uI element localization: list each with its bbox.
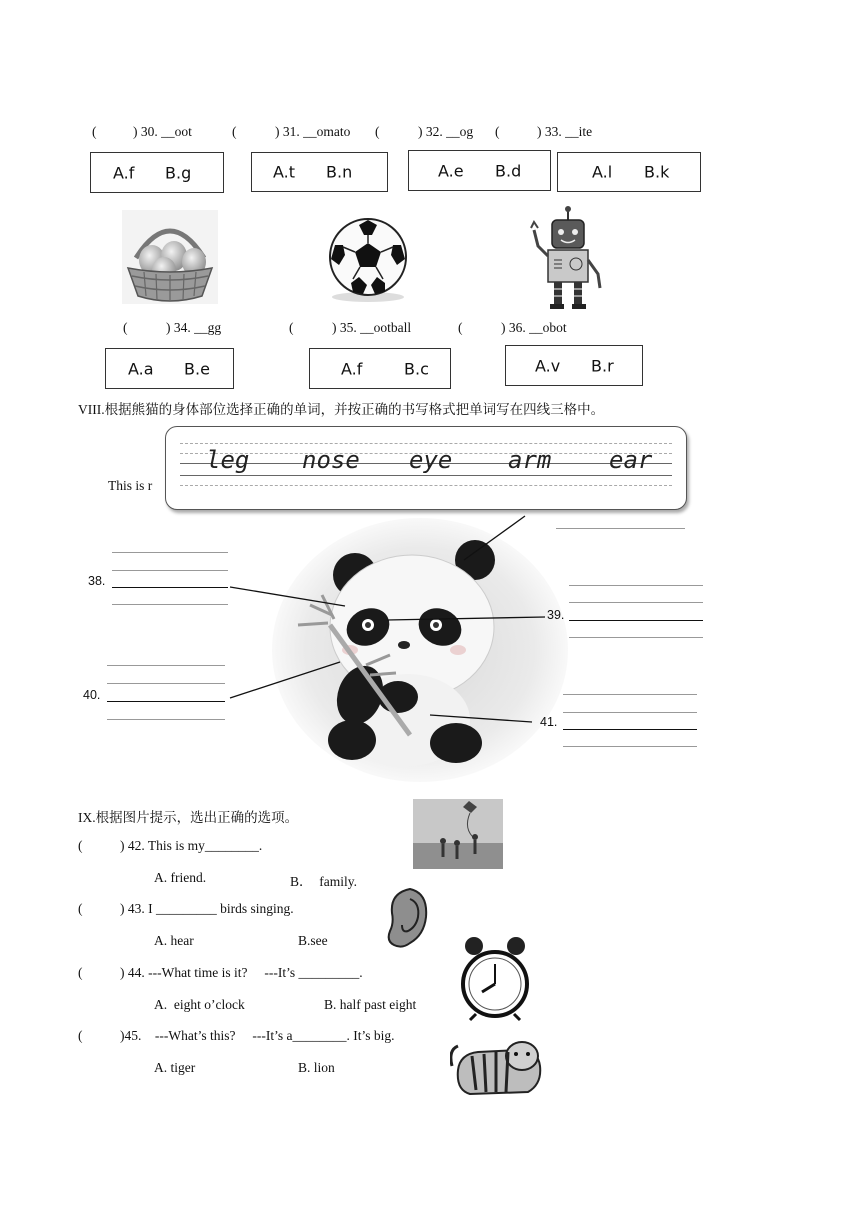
writing-line[interactable] [563,746,697,747]
this-is-text: This is r [108,478,153,493]
paren: ( [78,838,83,853]
paren: ( [375,124,380,139]
q42-option-b[interactable]: B． family. [290,874,357,889]
alarm-clock-image [460,934,530,1022]
option-b[interactable]: B.g [165,163,192,182]
option-a[interactable]: A.f [113,163,135,182]
q42-option-a[interactable]: A. friend. [154,870,207,885]
q43-option-b[interactable]: B.see [298,933,328,948]
writing-line-39[interactable] [569,620,703,621]
option-a[interactable]: A.l [592,162,613,182]
paren: ( [232,124,237,139]
writing-line-38[interactable] [112,587,228,588]
paren: ( [123,320,128,335]
q44-option-a[interactable]: A. eight o’clock [154,997,245,1012]
section-9-title: IX.根据图片提示，选出正确的选项。 [78,810,299,825]
writing-line[interactable] [112,570,228,571]
question-43-stem: ) 43. I _________ birds singing. [120,901,294,916]
label-38: 38. [88,574,106,588]
option-b[interactable]: B.e [184,359,210,378]
question-text: ) 31. __omato [275,124,351,139]
writing-line[interactable] [112,604,228,605]
word-nose: nose [302,446,360,474]
label-40: 40. [83,688,101,702]
question-text: ) 35. __ootball [332,320,412,335]
option-a[interactable]: A.a [128,359,154,378]
question-45-stem: )45. ---What’s this? ---It’s a________. It’s big. [120,1028,395,1043]
writing-line-40[interactable] [107,701,225,702]
option-b[interactable]: B.c [404,359,429,378]
q44-option-b[interactable]: B. half past eight [324,997,417,1012]
paren: ( [289,320,294,335]
writing-line[interactable] [569,585,703,586]
paren: ( [92,124,97,139]
writing-line[interactable] [556,528,685,529]
q43-option-a[interactable]: A. hear [154,933,194,948]
question-text: ) 34. __gg [166,320,222,335]
family-kite-image [413,799,503,869]
writing-line[interactable] [563,694,697,695]
option-b[interactable]: B.r [591,356,614,375]
paren: ( [458,320,463,335]
question-text: ) 36. __obot [501,320,567,335]
word-leg: leg [206,446,250,474]
writing-line[interactable] [107,665,225,666]
writing-line[interactable] [107,683,225,684]
writing-line[interactable] [112,552,228,553]
label-41: 41. [540,715,558,729]
tiger-image [450,1036,546,1100]
word-eye: eye [409,446,453,474]
paren: ( [78,965,83,980]
option-b[interactable]: B.k [644,162,670,182]
option-a[interactable]: A.e [438,161,464,180]
option-a[interactable]: A.t [273,162,296,182]
option-a[interactable]: A.f [341,359,363,378]
option-b[interactable]: B.d [495,161,522,180]
paren: ( [78,1028,83,1043]
q45-option-a[interactable]: A. tiger [154,1060,196,1075]
option-a[interactable]: A.v [535,356,561,375]
writing-line[interactable] [107,719,225,720]
writing-line[interactable] [563,712,697,713]
writing-line-41[interactable] [563,729,697,730]
paren: ( [495,124,500,139]
option-b[interactable]: B.n [326,162,353,182]
question-42-stem: ) 42. This is my________. [120,838,263,853]
paren: ( [78,901,83,916]
section-8-title: VIII.根据熊猫的身体部位选择正确的单词，并按正确的书写格式把单词写在四线三格中。 [78,402,605,417]
question-text: ) 33. __ite [537,124,593,139]
label-39: 39. [547,608,565,622]
q45-option-b[interactable]: B. lion [298,1060,335,1075]
question-44-stem: ) 44. ---What time is it? ---It’s _________. [120,965,363,980]
question-text: ) 30. __oot [133,124,192,139]
word-ear: ear [609,446,653,474]
question-text: ) 32. __og [418,124,474,139]
writing-line[interactable] [569,602,703,603]
ear-image [380,885,430,953]
word-arm: arm [508,446,552,474]
writing-line[interactable] [569,637,703,638]
